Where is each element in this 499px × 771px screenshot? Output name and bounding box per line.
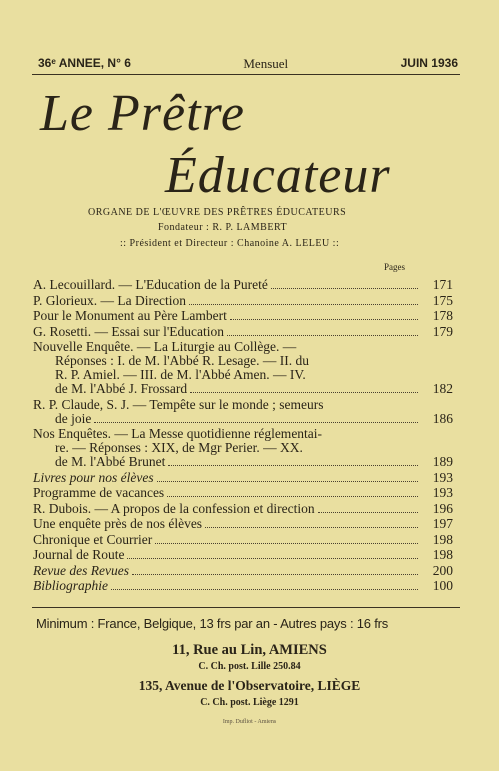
- leader-dots: [230, 319, 418, 320]
- postal-account-lille: C. Ch. post. Lille 250.84: [198, 661, 301, 672]
- toc-entry-title: P. Glorieux. — La Direction: [33, 292, 186, 308]
- organ-subtitle: ORGANE DE L'ŒUVRE DES PRÊTRES ÉDUCATEURS: [88, 207, 347, 218]
- toc-entry: [33, 396, 453, 426]
- postal-account-liege: C. Ch. post. Liège 1291: [200, 697, 299, 708]
- toc-entry: [33, 308, 453, 323]
- address-liege: 135, Avenue de l'Observatoire, LIÈGE: [138, 678, 361, 693]
- toc-entry-title: Revue des Revues: [33, 562, 129, 578]
- header-rule: [32, 74, 460, 75]
- address-amiens: 11, Rue au Lin, AMIENS: [172, 642, 327, 658]
- toc-entry: [33, 516, 453, 531]
- toc-entry: [33, 500, 453, 516]
- toc-page-number: 196: [432, 500, 453, 516]
- leader-dots: [227, 335, 418, 336]
- toc-page-number: 171: [432, 277, 453, 292]
- toc-entry-line: R. P. Claude, S. J. — Tempête sur le monde ; semeurs: [33, 396, 324, 412]
- leader-dots: [167, 496, 418, 497]
- printer-imprint: Imp. Dufliot - Amiens: [222, 719, 277, 725]
- toc-entry: [33, 469, 453, 485]
- toc-entry-line: de M. l'Abbé J. Frossard: [55, 381, 188, 396]
- toc-page-number: 182: [432, 381, 453, 396]
- toc-entry-line: re. — Réponses : XIX, de Mgr Perier. — XX.: [55, 440, 303, 455]
- toc-entry-title: Livres pour nos élèves: [33, 469, 154, 485]
- toc-page-number: 193: [432, 485, 453, 500]
- toc-entry-title: Une enquête près de nos élèves: [33, 516, 203, 531]
- toc-entry: [33, 485, 453, 500]
- toc-entry: [33, 339, 453, 396]
- subscription-price: Minimum : France, Belgique, 13 frs par an - Autres pays : 16 frs: [36, 616, 389, 631]
- toc-entry: [33, 562, 453, 578]
- toc-page-number: 198: [432, 547, 453, 562]
- leader-dots: [318, 512, 418, 513]
- toc-entry-line: Nouvelle Enquête. — La Liturgie au Collège. —: [33, 339, 297, 354]
- leader-dots: [155, 543, 418, 544]
- toc-page-number: 200: [432, 562, 453, 578]
- toc-entry-title: Journal de Route: [33, 547, 125, 562]
- leader-dots: [127, 558, 418, 559]
- leader-dots: [190, 392, 418, 393]
- toc-page-number: 198: [432, 531, 453, 547]
- toc-entry-title: A. Lecouillard. — L'Education de la Pureté: [33, 277, 268, 292]
- leader-dots: [111, 589, 418, 590]
- toc-entry-line: Nos Enquêtes. — La Messe quotidienne réglementai-: [33, 426, 323, 441]
- toc-entry: [33, 547, 453, 562]
- toc-entry-title: G. Rosetti. — Essai sur l'Education: [33, 323, 225, 339]
- table-of-contents: [33, 277, 453, 595]
- leader-dots: [189, 304, 418, 305]
- issue-header: [38, 56, 458, 72]
- toc-entry-last-line: [33, 410, 453, 426]
- toc-entry-line: de joie: [55, 410, 92, 426]
- toc-entry-title: Chronique et Courrier: [33, 531, 153, 547]
- issue-number: 36ᵉ ANNEE, N° 6: [38, 56, 131, 70]
- toc-entry-title: R. Dubois. — A propos de la confession et direction: [33, 500, 315, 516]
- leader-dots: [157, 481, 418, 482]
- leader-dots: [132, 574, 418, 575]
- pages-column-label: Pages: [384, 262, 405, 272]
- footer-rule: [32, 607, 460, 608]
- toc-entry: [33, 578, 453, 593]
- frequency: Mensuel: [243, 56, 289, 71]
- toc-page-number: 179: [432, 323, 453, 339]
- toc-entry-line: Réponses : I. de M. l'Abbé R. Lesage. — II. du: [55, 353, 310, 368]
- toc-page-number: 193: [432, 469, 453, 485]
- toc-entry: [33, 323, 453, 339]
- toc-entry: [33, 292, 453, 308]
- leader-dots: [94, 422, 418, 423]
- toc-entry-line: de M. l'Abbé Brunet: [55, 454, 166, 469]
- toc-entry: [33, 277, 453, 292]
- toc-page-number: 178: [432, 308, 453, 323]
- leader-dots: [271, 288, 418, 289]
- issue-date: JUIN 1936: [400, 56, 458, 70]
- toc-page-number: 100: [432, 578, 453, 593]
- toc-page-number: 186: [432, 410, 453, 426]
- toc-entry-title: Bibliographie: [33, 578, 108, 593]
- title-line-1: Le Prêtre: [40, 85, 245, 142]
- title-line-2: Éducateur: [165, 147, 391, 204]
- director-line: :: Président et Directeur : Chanoine A. LELEU ::: [120, 238, 340, 249]
- toc-entry-title: Pour le Monument au Père Lambert: [33, 308, 227, 323]
- toc-entry-line: R. P. Amiel. — III. de M. l'Abbé Amen. — IV.: [55, 367, 306, 382]
- toc-entry-last-line: [33, 381, 453, 396]
- toc-entry: [33, 426, 453, 469]
- toc-page-number: 175: [432, 292, 453, 308]
- toc-entry-last-line: [33, 454, 453, 469]
- toc-entry-title: Programme de vacances: [33, 485, 165, 500]
- founder-line: Fondateur : R. P. LAMBERT: [158, 222, 288, 233]
- toc-page-number: 189: [432, 454, 453, 469]
- leader-dots: [205, 527, 418, 528]
- toc-entry: [33, 531, 453, 547]
- leader-dots: [168, 465, 418, 466]
- toc-page-number: 197: [432, 516, 453, 531]
